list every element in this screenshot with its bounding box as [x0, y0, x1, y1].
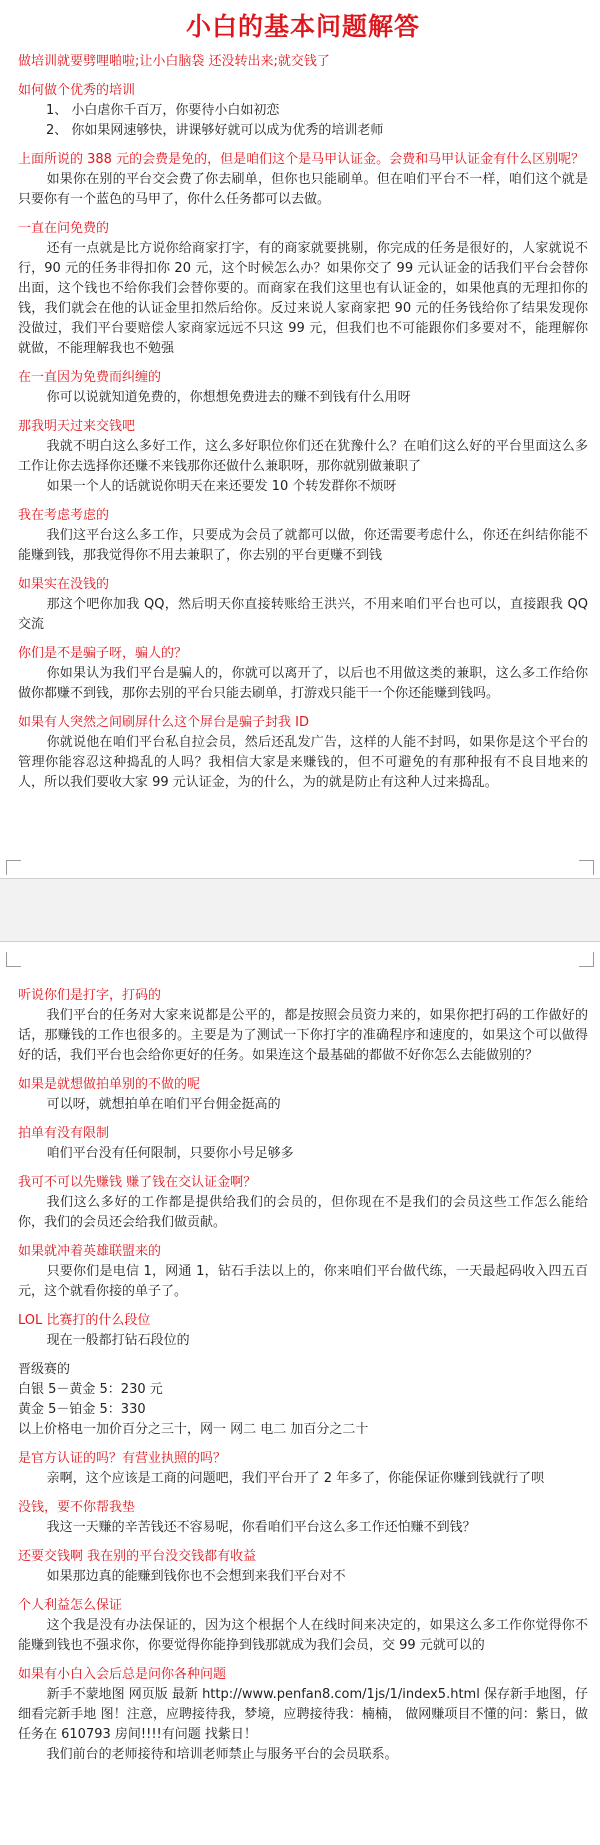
section-heading: 如果就冲着英雄联盟来的: [18, 1244, 162, 1259]
section-paragraph: 我们这平台这么多工作，只要成为会员了就都可以做，你还需要考虑什么，你还在纠结你能不能赚到钱，那我觉得你不用去兼职了，你去别的平台更赚不到钱: [18, 528, 588, 563]
section-paragraph: 我们这么多好的工作都是提供给我们的会员的，但你现在不是我们的会员这些工作怎么能给你，我们的会员还会给我们做贡献。: [18, 1195, 588, 1230]
section-paragraph: 这个我是没有办法保证的，因为这个根据个人在线时间来决定的，如果这么多工作你觉得你不能赚到钱也不强求你，你要觉得你能挣到钱那就成为我们会员，交 99 元就可以的: [18, 1618, 588, 1653]
section-heading: 如果有人突然之间刷屏什么这个屏台是骗子封我 ID: [18, 715, 309, 730]
section-spacer: [18, 141, 588, 150]
document-subtitle: 做培训就要劈哩啪啦;让小白脑袋 还没转出来;就交钱了: [18, 54, 330, 69]
price-line: 白银 5－黄金 5：230 元: [18, 1382, 163, 1397]
section-paragraph: 我就不明白这么多好工作，这么多好职位你们还在犹豫什么？在咱们这么好的平台里面这么多工作让你去选择你还赚不来钱那你还做什么兼职呀，那你就别做兼职了: [18, 439, 588, 474]
section-paragraph: 只要你们是电信 1，网通 1，钻石手法以上的，你来咱们平台做代练，一天最起码收入四五百元，这个就看你接的单子了。: [18, 1264, 588, 1299]
document-page-1: [0, 0, 600, 878]
section-spacer: [18, 1538, 588, 1547]
price-line: 晋级赛的: [18, 1362, 71, 1377]
section-heading: 我可不可以先赚钱 赚了钱在交认证金啊？: [18, 1175, 257, 1190]
section-paragraph: 你如果认为我们平台是骗人的，你就可以离开了，以后也不用做这类的兼职，这么多工作给你做你都赚不到钱，那你去别的平台只能去刷单，打游戏只能干一个你还能赚到钱吗。: [18, 666, 588, 701]
section-heading: 拍单有没有限制: [18, 1126, 110, 1141]
section-spacer: [18, 1115, 588, 1124]
page-corner-mark: [579, 860, 594, 875]
section-paragraph: 可以呀，就想拍单在咱们平台佣金挺高的: [46, 1097, 281, 1112]
page-gap: [0, 878, 600, 942]
section-heading: 听说你们是打字，打码的: [18, 988, 162, 1003]
list-item: 2、 你如果网速够快，讲课够好就可以成为优秀的培训老师: [46, 123, 384, 138]
section-heading: 我在考虑考虑的: [18, 508, 110, 523]
price-line: 黄金 5－铂金 5：330: [18, 1402, 146, 1417]
section-heading: 没钱，要不你帮我垫: [18, 1500, 136, 1515]
section-heading: 个人利益怎么保证: [18, 1598, 123, 1613]
section-paragraph: 你就说他在咱们平台私自拉会员，然后还乱发广告，这样的人能不封吗，如果你是这个平台的管理你能容忍这种捣乱的人吗？我相信大家是来赚钱的，但不可避免的有那种报有不良目地来的人，所以我们要收大家 99 元认证金，为的什么，为的就是防止有这种人过来捣乱。: [18, 735, 588, 790]
section-heading: 如果实在没钱的: [18, 577, 110, 592]
document-page-2: [0, 942, 600, 1845]
section-spacer: [18, 210, 588, 219]
section-heading: 如何做个优秀的培训: [18, 83, 136, 98]
section-spacer: [18, 566, 588, 575]
section-heading: 那我明天过来交钱吧: [18, 419, 136, 434]
section-spacer: [18, 1066, 588, 1075]
section-heading: 还要交钱啊 我在别的平台没交钱都有收益: [18, 1549, 257, 1564]
section-spacer: [18, 635, 588, 644]
section-spacer: [18, 1302, 588, 1311]
section-heading: LOL 比赛打的什么段位: [18, 1313, 151, 1328]
section-heading: 一直在问免费的: [18, 221, 110, 236]
section-paragraph: 我们平台的任务对大家来说都是公平的，都是按照会员资力来的，如果你把打码的工作做好的话，那赚钱的工作也很多的。主要是为了测试一下你打字的准确程序和速度的，如果这个可以做得好的话，我们平台也会给你更好的任务。如果连这个最基础的都做不好你怎么去能做别的？: [18, 1008, 588, 1063]
section-paragraph: 那这个吧你加我 QQ，然后明天你直接转账给王洪兴，不用来咱们平台也可以，直接跟我 QQ 交流: [18, 597, 588, 632]
page-corner-mark: [6, 952, 21, 967]
section-spacer: [18, 1587, 588, 1596]
section-paragraph: 咱们平台没有任何限制，只要你小号足够多: [46, 1146, 294, 1161]
section-spacer: [18, 1489, 588, 1498]
section-paragraph: 如果你在别的平台交会费了你去刷单，但你也只能刷单。但在咱们平台不一样，咱们这个就是只要你有一个蓝色的马甲了，你什么任务都可以去做。: [18, 172, 588, 207]
section-paragraph: 你可以说就知道免费的，你想想免费进去的赚不到钱有什么用呀: [46, 390, 411, 405]
list-item: 1、 小白虐你千百万，你要待小白如初恋: [46, 103, 280, 118]
page-corner-mark: [6, 860, 21, 875]
section-heading: 如果有小白入会后总是问你各种问题: [18, 1667, 227, 1682]
section-paragraph: 我这一天赚的辛苦钱还不容易呢，你看咱们平台这么多工作还怕赚不到钱？: [46, 1520, 476, 1535]
section-spacer: [18, 704, 588, 713]
section-paragraph: 现在一般都打钻石段位的: [46, 1333, 190, 1348]
section-spacer: [18, 1765, 588, 1774]
section-spacer: [18, 793, 588, 802]
section-paragraph: 如果那边真的能赚到钱你也不会想到来我们平台对不: [46, 1569, 346, 1584]
section-spacer: [18, 1351, 588, 1360]
section-spacer: [18, 1656, 588, 1665]
section-heading: 如果是就想做拍单别的不做的呢: [18, 1077, 201, 1092]
page-2-content: [18, 986, 588, 1774]
section-spacer: [18, 359, 588, 368]
page-1-content: [18, 6, 588, 802]
page-corner-mark: [579, 952, 594, 967]
section-paragraph: 如果一个人的话就说你明天在来还要发 10 个转发群你不烦呀: [46, 479, 397, 494]
section-heading: 是官方认证的吗？有营业执照的吗？: [18, 1451, 227, 1466]
section-spacer: [18, 1440, 588, 1449]
section-paragraph: 新手不蒙地图 网页版 最新 http://www.penfan8.com/1js/1/index5.html 保存新手地图，仔细看完新手地 图！注意，应聘接待我，梦境，应聘接待我：楠楠， 做网赚项目不懂的问：紫日，做任务在 610793 房间!!!!有问题 找紫日！: [18, 1687, 588, 1742]
section-spacer: [18, 1164, 588, 1173]
section-spacer: [18, 497, 588, 506]
section-heading: 在一直因为免费而纠缠的: [18, 370, 162, 385]
section-paragraph: 我们前台的老师接待和培训老师禁止与服务平台的会员联系。: [46, 1747, 398, 1762]
section-spacer: [18, 408, 588, 417]
price-line: 以上价格电一加价百分之三十，网一 网二 电二 加百分之二十: [18, 1422, 369, 1437]
section-spacer: [18, 1233, 588, 1242]
section-heading: 上面所说的 388 元的会费是免的，但是咱们这个是马甲认证金。会费和马甲认证金有什么区别呢？: [18, 152, 585, 167]
document-title: 小白的基本问题解答: [185, 12, 420, 41]
section-paragraph: 亲啊，这个应该是工商的问题吧，我们平台开了 2 年多了，你能保证你赚到钱就行了呗: [46, 1471, 545, 1486]
section-paragraph: 还有一点就是比方说你给商家打字，有的商家就要挑剔，你完成的任务是很好的，人家就说不行，90 元的任务非得扣你 20 元，这个时候怎么办？如果你交了 99 元认证金的话我们平台会替你出面，这个钱也不给你我们会替你要的。而商家在我们这里也有认证金的，如果他真的无理扣你的钱，我们就会在他的认证金里扣然后给你。反过来说人家商家把 90 元的任务钱给你了结果发现你没做过，我们平台要赔偿人家商家远远不只这 99 元，但我们也不可能跟你们多要对不，能理解你就做，不能理解我也不勉强: [18, 241, 588, 356]
section-heading: 你们是不是骗子呀，骗人的？: [18, 646, 188, 661]
